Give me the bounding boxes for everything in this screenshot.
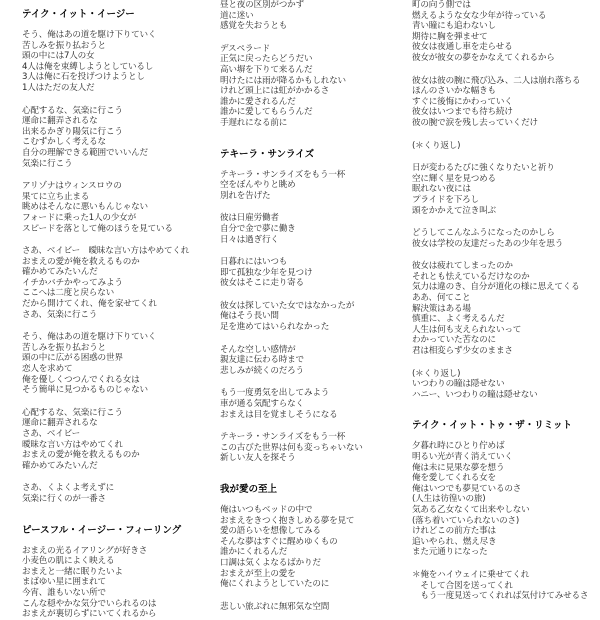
lyric-line: 出来るかぎり陽気に行こう	[22, 126, 123, 137]
spacer	[22, 471, 216, 483]
lyric-line: いつわりの瞳は隠せない	[412, 379, 505, 390]
spacer	[22, 21, 216, 30]
song-title: ピースフル・イージー・フィーリング	[22, 524, 182, 536]
lyric-line: 俺を愛してくれる女を	[412, 473, 496, 484]
spacer	[412, 216, 598, 228]
lyric-line: 人生は何も支えられないって	[412, 324, 522, 335]
spacer	[412, 64, 598, 76]
lyric-line: そう簡単に見つかるものじゃない	[22, 385, 148, 396]
lyric-verse	[412, 0, 598, 64]
lyric-line: ＊俺をハイウェイに乗せてくれ	[412, 569, 530, 580]
spacer	[220, 496, 414, 505]
lyric-verse	[412, 163, 598, 216]
spacer	[412, 249, 598, 261]
lyric-line: そんな空しい感情が	[220, 344, 296, 355]
lyric-line: だから開けてくれ、俺を家せてくれ	[22, 299, 157, 310]
lyric-line: さあ、気楽に行こう	[22, 309, 98, 320]
spacer	[22, 94, 216, 106]
spacer	[220, 129, 414, 149]
lyric-verse	[22, 30, 216, 94]
lyric-verse	[22, 483, 216, 504]
lyric-line: 運命に翻弄されるな	[22, 116, 98, 127]
lyric-line: アリゾナはウィンスロウの	[22, 181, 122, 192]
lyric-verse	[220, 345, 414, 377]
lyric-verse	[220, 213, 414, 245]
lyric-line: 正気に戻ったらどうだい	[220, 54, 313, 65]
spacer	[22, 320, 216, 332]
lyric-line: 頭をかかえて泣き叫ぶ	[412, 205, 496, 216]
lyric-line: さあ、くよくよ考えずに	[22, 483, 114, 494]
lyric-line: どうしてこんなふうになったのかしら	[412, 228, 555, 239]
lyric-line: こむずかしく考えるな	[22, 137, 106, 148]
lyric-line: おまえをきつく抱きしめる夢を見て	[220, 515, 355, 526]
spacer	[220, 590, 414, 602]
lyric-line: 日が変わるたびに強くなりたいと祈り	[412, 163, 555, 174]
lyric-line: 俺にくれようとしていたのに	[220, 579, 330, 590]
lyric-line: 彼女は探していた女ではなかったが	[220, 300, 355, 311]
lyric-line: 恋人を求めて	[22, 364, 73, 375]
spacer	[22, 0, 216, 9]
lyric-line: 明るい光が青く消えていく	[412, 452, 513, 462]
lyric-line: もう一度勇気を出してみよう	[220, 388, 330, 399]
lyric-line: すぐに後悔にかわっていく	[412, 96, 513, 107]
lyric-line: 明けたには雨が降るかもしれない	[220, 75, 346, 86]
lyric-line: おまえの愛が俺を救えるものか	[22, 256, 140, 267]
lyric-line: まばゆい星に囲まれて	[22, 577, 106, 588]
song-title: 我が愛の至上	[220, 484, 278, 495]
spacer	[22, 505, 216, 525]
lyric-line: 気力は違のき、自分が道化の様に思えてくる	[412, 282, 580, 293]
lyric-line: 彼女は彼の腕に飛び込み、二人は崩れ落ちる	[412, 75, 581, 86]
lyric-line: 青い瞳にも追わないし	[412, 21, 496, 32]
lyric-line: 彼の腕で涙を残し去っていくだけ	[412, 117, 538, 128]
lyric-line: 空をぼんやりと眺め	[220, 180, 296, 191]
lyric-line: そう、俺はあの道を駆け下りていく	[22, 332, 157, 343]
lyric-line: 俺はいつでも夢見ているのさ	[412, 483, 522, 494]
lyric-line: 曖昧な言い方はやめてくれ	[22, 439, 123, 450]
lyric-verse	[220, 432, 414, 464]
song-title: テイク・イット・イージー	[22, 9, 135, 20]
lyric-line: 別れを告げた	[220, 190, 271, 201]
lyric-line: わかっていた苦なのに	[412, 335, 496, 346]
lyric-line: 即て孤独な少年を見つけ	[220, 267, 313, 278]
lyric-line: 俺は未に見果な夢を想う	[412, 462, 505, 473]
lyric-line: 日々は過ぎ行く	[220, 234, 279, 245]
lyric-line: おまえの愛が俺を救えるものか	[22, 450, 140, 461]
lyric-verse	[22, 106, 216, 170]
spacer	[412, 558, 598, 570]
lyric-line: 心配するな、気楽に行こう	[22, 407, 123, 418]
lyric-verse	[412, 261, 598, 356]
lyric-verse	[220, 170, 414, 202]
lyric-line: スピードを落として俺のほうを見ている	[22, 223, 173, 234]
lyric-line: 彼女はいつまでも待ち続け	[412, 107, 513, 118]
lyric-line: 確かめてみたいんだ	[22, 267, 98, 278]
lyric-line: 愛の語らいを想像してみる	[220, 526, 321, 537]
lyric-line: 燃えるような女な少年が待っている	[412, 10, 547, 21]
lyric-line: ああ、何てこと	[412, 293, 471, 304]
lyric-verse	[22, 408, 216, 472]
lyric-line: 車が通る気配すらなく	[220, 399, 304, 410]
spacer	[220, 376, 414, 388]
lyric-line: また元通りになった	[412, 547, 488, 558]
lyrics-column-1	[22, 0, 216, 620]
lyric-line: おまえと一緒に眠りたいよ	[22, 566, 123, 577]
lyric-line: ここへは二度と戻らない	[22, 288, 114, 299]
lyric-line: ほんのさいかな幅きも	[412, 86, 496, 97]
lyric-line: (落ち着いていられないのさ)	[412, 515, 520, 526]
lyric-line: 心配するな、気楽に行こう	[22, 105, 123, 116]
lyric-line: 道に迷い	[220, 10, 254, 21]
lyric-line: テキーラ・サンライズをもう一杯	[220, 169, 346, 180]
lyric-verse	[412, 228, 598, 249]
lyric-line: 俺を優しくつつんでくれる女は	[22, 374, 140, 385]
lyric-verse	[220, 301, 414, 333]
spacer	[22, 537, 216, 546]
lyric-line: デスペラード	[220, 43, 271, 54]
lyric-line: 期待に胸を弾ませて	[412, 31, 488, 42]
lyric-line: 足を進めてはいられなかった	[220, 322, 330, 333]
spacer	[220, 420, 414, 432]
lyric-line: 感覚を失おうとも	[220, 21, 288, 32]
lyric-line: 気楽に行こう	[22, 158, 73, 169]
lyric-line: 彼は日雇労働者	[220, 213, 279, 224]
spacer	[22, 169, 216, 181]
lyric-line: 新しい友人を探そう	[220, 453, 296, 464]
lyric-line: (＊くり返し)	[412, 140, 461, 151]
lyric-verse	[412, 76, 598, 129]
lyric-line: 確かめてみたいんだ	[22, 460, 98, 471]
lyric-line: 悲しい旅ぶれに無邪気な空間	[220, 601, 330, 612]
lyric-line: 今宵、誰もいない所で	[22, 587, 106, 598]
lyric-verse	[22, 332, 216, 396]
song-title: テキーラ・サンライズ	[220, 148, 315, 160]
lyric-line: 苦しみを振り払おうと	[22, 40, 106, 51]
lyric-line: 苦しみを振り払おうと	[22, 342, 106, 353]
lyric-line: そんな夢はすぐに醒めゆくもの	[220, 536, 338, 547]
spacer	[220, 245, 414, 257]
lyric-line: 町の向う側では	[412, 0, 471, 10]
lyric-line: 追いやられ、燃え尽き	[412, 536, 497, 547]
lyric-line: 慎重に、よく考えるんだ	[412, 314, 505, 325]
lyric-line: おまえは目を覚ましそうになる	[220, 409, 338, 420]
lyric-line: おまえが至上の愛を	[220, 568, 296, 579]
lyric-verse	[412, 441, 598, 558]
lyric-line: 日暮れにはいつも	[220, 257, 288, 268]
lyric-line: 彼女は学校の友達だったあの少年を思う	[412, 238, 564, 249]
lyric-line: 君は相変らず少女のままさ	[412, 346, 513, 357]
lyric-line: こんな穏やかな気分でいられるのは	[22, 598, 157, 609]
lyrics-column-3	[412, 0, 598, 602]
lyric-line: (人生は彷徨いの旅)	[412, 494, 486, 505]
lyric-verse	[412, 570, 598, 602]
lyric-line: 気楽に行くのが一番さ	[22, 493, 106, 504]
lyric-verse	[412, 369, 598, 401]
lyric-line: さあ、ベイビー	[22, 429, 81, 439]
lyric-line: 自分の理解できる範囲でいいんだ	[22, 147, 148, 158]
lyric-line: 頭の中には7人の女	[22, 51, 95, 62]
lyric-verse	[220, 505, 414, 590]
lyric-line: 頭の中に広がる困惑の世界	[22, 353, 123, 364]
lyric-line: おまえの光るイアリングが好きさ	[22, 545, 148, 556]
lyric-line: ハニー、いつわりの瞳は隠せない	[412, 389, 538, 400]
lyric-line: それとも怯えているだけなのか	[412, 271, 530, 282]
lyric-line: 誰かにくれるんだ	[220, 547, 288, 558]
lyric-line: 高い塀を下りて来るんだ	[220, 64, 313, 75]
spacer	[220, 161, 414, 170]
lyric-line: 眠れない夜には	[412, 184, 471, 195]
lyric-line: 俺はいつもベッドの中で	[220, 505, 313, 515]
lyric-line: 悲しみが続くのだろう	[220, 365, 304, 376]
lyric-line: 誰かに愛してもらうんだ	[220, 107, 313, 118]
lyric-line: 夕暮れ時にひとり佇めば	[412, 441, 505, 452]
spacer	[220, 333, 414, 345]
lyric-verse	[22, 181, 216, 234]
lyric-line: 昼と夜の区別がつかず	[220, 0, 304, 10]
lyric-line: 解決策はある場	[412, 303, 471, 314]
lyric-line: テキーラ・サンライズをもう一杯	[220, 432, 346, 443]
spacer	[220, 201, 414, 213]
lyric-line: 小麦色の肌によく映える	[22, 556, 115, 567]
lyric-verse	[220, 44, 414, 129]
lyric-line: 空に輝く星を見つめる	[412, 173, 496, 184]
lyric-line: 3人は俺に石を投げつけようとし	[22, 72, 145, 83]
lyric-line: 誰かに愛されるんだ	[220, 96, 296, 107]
lyric-verse	[22, 246, 216, 320]
lyric-line: もう一度見送ってくれれば気付けてみせるさ	[412, 591, 589, 602]
lyric-verse	[22, 546, 216, 620]
lyric-line: プライドを下ろし	[412, 194, 479, 205]
lyric-verse	[412, 141, 598, 152]
lyric-line: 親友達に伝わる時まで	[220, 355, 304, 366]
lyric-line: 果てに立ち止まる	[22, 191, 90, 202]
lyric-line: この古びた世界は何も変っちゃいない	[220, 442, 363, 453]
lyric-line: そして合図を送ってくれ	[412, 580, 513, 591]
lyric-verse	[220, 0, 414, 32]
lyric-verse	[220, 388, 414, 420]
spacer	[412, 357, 598, 369]
lyric-line: おまえが裏切らずにいてくれるから	[22, 609, 157, 620]
lyric-line: イチかバチかやってみよう	[22, 277, 123, 288]
song-title: テイク・イット・トゥ・ザ・リミット	[412, 420, 573, 432]
spacer	[220, 464, 414, 484]
lyric-line: 彼女はそこに走り寄る	[220, 278, 304, 289]
lyric-line: 彼女が彼女の夢をかなえてくれるから	[412, 52, 555, 63]
lyric-line: (＊くり返し)	[412, 368, 461, 379]
lyric-line: 口調は気くよなるばかりだ	[220, 557, 321, 568]
lyric-line: けれどこの前方た事は	[412, 526, 496, 537]
lyric-line: 眺めはそんなに悪いもんじゃない	[22, 202, 148, 213]
lyric-line: そう、俺はあの道を駆け下りていく	[22, 30, 157, 40]
spacer	[220, 289, 414, 301]
spacer	[412, 129, 598, 141]
spacer	[412, 400, 598, 420]
lyric-line: 気ある乙女なくて出来やしない	[412, 504, 530, 515]
lyric-line: 1人はただの友人だ	[22, 82, 95, 93]
spacer	[22, 396, 216, 408]
lyric-line: 手遅れになる前に	[220, 117, 288, 128]
lyric-line: 自分で金で夢に働き	[220, 223, 296, 234]
spacer	[412, 151, 598, 163]
spacer	[22, 234, 216, 246]
lyric-line: 4人は俺を束縛しようとしているし	[22, 61, 154, 72]
spacer	[220, 32, 414, 44]
lyric-line: 俺はそう長い間	[220, 311, 279, 322]
lyric-line: 彼女は夜通し車を走らせる	[412, 42, 513, 53]
lyric-line: さあ、ベイビー 曖昧な言い方はやめてくれ	[22, 246, 190, 257]
lyric-verse	[220, 257, 414, 289]
lyric-line: 運命に翻弄されるな	[22, 418, 98, 429]
lyrics-column-2	[220, 0, 414, 612]
lyric-verse	[220, 602, 414, 613]
lyric-line: 彼女は疲れてしまったのか	[412, 261, 513, 272]
lyric-line: フォードに乗った1人の少女が	[22, 212, 136, 223]
lyric-line: けれど頭上には虹がかかるさ	[220, 86, 330, 97]
